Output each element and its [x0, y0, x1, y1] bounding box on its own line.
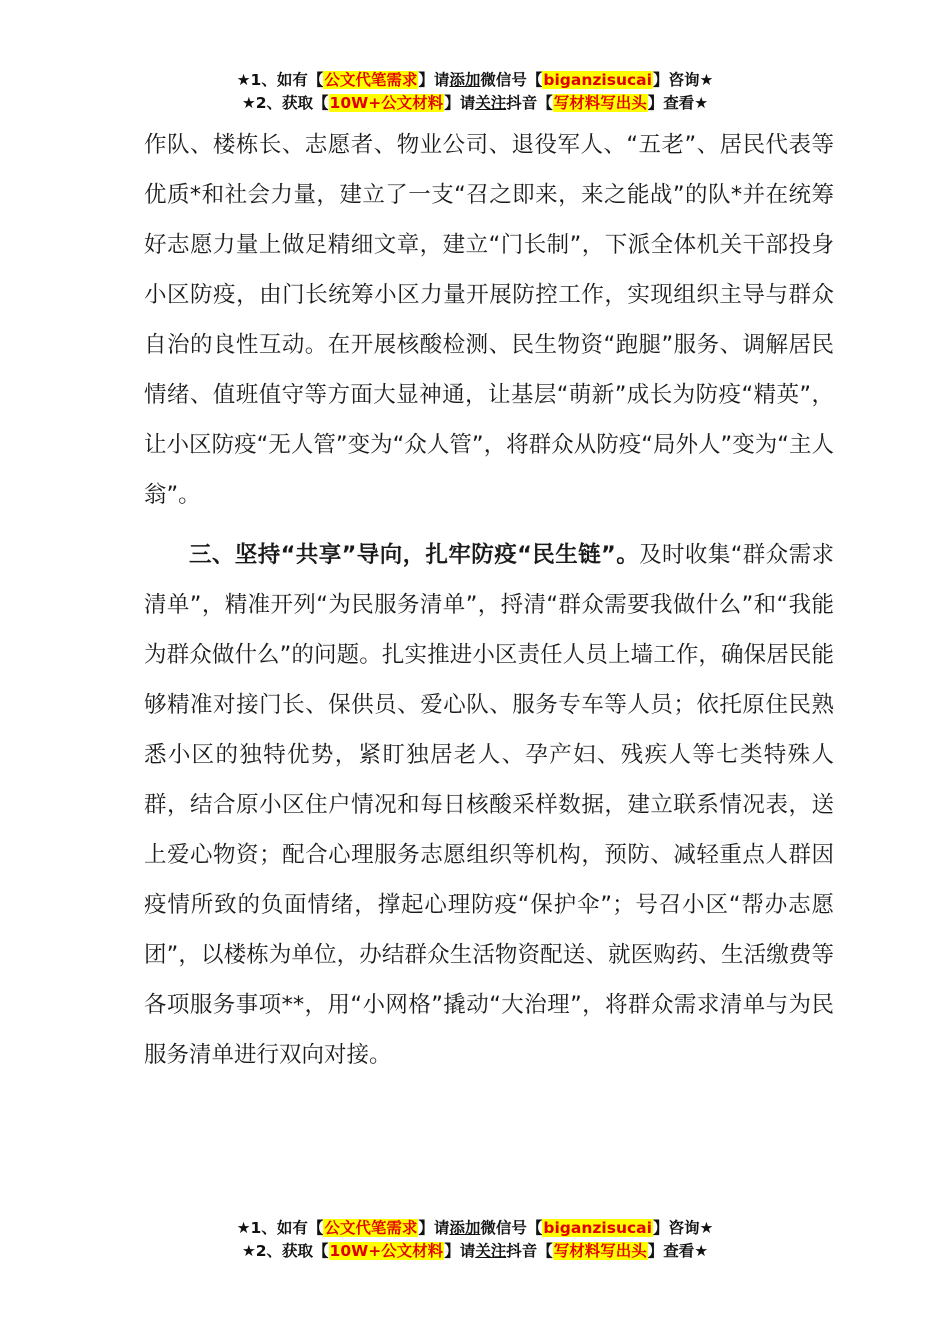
underlined-text: 添加 — [449, 1219, 481, 1237]
wechat-id: biganzisucai — [543, 1219, 652, 1237]
highlight-text: 10W+公文材料 — [329, 1242, 444, 1260]
paragraph-2-text: 及时收集“群众需求清单”，精准开列“为民服务清单”，捋清“群众需要我做什么”和“我能为群众做什么”的问题。扎实推进小区责任人员上墙工作，确保居民能够精准对接门长、保供员、爱心队、服务专车等人员；依托原住民熟悉小区的独特优势，紧盯独居老人、孕产妇、残疾人等七类特殊人群，结合原小区住户情况和每日核酸采样数据，建立联系情况表，送上爱心物资；配合心理服务志愿组织等机构，预防、减轻重点人群因疫情所致的负面情绪，撑起心理防疫“保护伞”；号召小区“帮办志愿团”，以楼栋为单位，办结群众生活物资配送、就医购药、生活缴费等各项服务事项**，用“小网格”撬动“大治理”，将群众需求清单与为民服务清单进行双向对接。 — [144, 542, 834, 1068]
underlined-text: 关注 — [475, 1242, 507, 1260]
highlight-text: 10W+公文材料 — [329, 94, 444, 112]
banner-text: ★1、如有【 — [236, 71, 324, 89]
banner-text: 抖音【 — [506, 1242, 553, 1260]
banner-text: 】查看★ — [647, 94, 709, 112]
douyin-account: 写材料写出头 — [553, 1242, 647, 1260]
banner-text: 】咨询★ — [652, 71, 714, 89]
banner-text: 】查看★ — [647, 1242, 709, 1260]
banner-text: 】请 — [418, 1219, 450, 1237]
banner-line-2 — [0, 1240, 950, 1263]
banner-line-2 — [0, 92, 950, 115]
document-body — [144, 120, 834, 1080]
banner-text: 抖音【 — [506, 94, 553, 112]
banner-text: ★2、获取【 — [241, 1242, 329, 1260]
paragraph-spacer — [144, 520, 834, 530]
header-banner — [0, 69, 950, 115]
banner-text: 】请 — [444, 1242, 476, 1260]
banner-text: 微信号【 — [480, 71, 543, 89]
douyin-account: 写材料写出头 — [553, 94, 647, 112]
underlined-text: 添加 — [449, 71, 481, 89]
banner-text: 】请 — [418, 71, 450, 89]
paragraph-2 — [144, 530, 834, 1080]
wechat-id: biganzisucai — [543, 71, 652, 89]
banner-text: 】请 — [444, 94, 476, 112]
highlight-text: 公文代笔需求 — [324, 1219, 418, 1237]
paragraph-1: 作队、楼栋长、志愿者、物业公司、退役军人、“五老”、居民代表等优质*和社会力量，建立了一支“召之即来，来之能战”的队*并在统筹好志愿力量上做足精细文章，建立“门长制”，下派全体机关干部投身小区防疫，由门长统筹小区力量开展防控工作，实现组织主导与群众自治的良性互动。在开展核酸检测、民生物资“跑腿”服务、调解居民情绪、值班值守等方面大显神通，让基层“萌新”成长为防疫“精英”，让小区防疫“无人管”变为“众人管”，将群众从防疫“局外人”变为“主人翁”。 — [144, 132, 834, 508]
banner-text: ★1、如有【 — [236, 1219, 324, 1237]
banner-text: 微信号【 — [480, 1219, 543, 1237]
highlight-text: 公文代笔需求 — [324, 71, 418, 89]
section-heading: 三、坚持“共享”导向，扎牢防疫“民生链”。 — [189, 542, 640, 568]
banner-text: ★2、获取【 — [241, 94, 329, 112]
banner-line-1 — [0, 69, 950, 92]
footer-banner — [0, 1217, 950, 1263]
banner-line-1 — [0, 1217, 950, 1240]
banner-text: 】咨询★ — [652, 1219, 714, 1237]
underlined-text: 关注 — [475, 94, 507, 112]
